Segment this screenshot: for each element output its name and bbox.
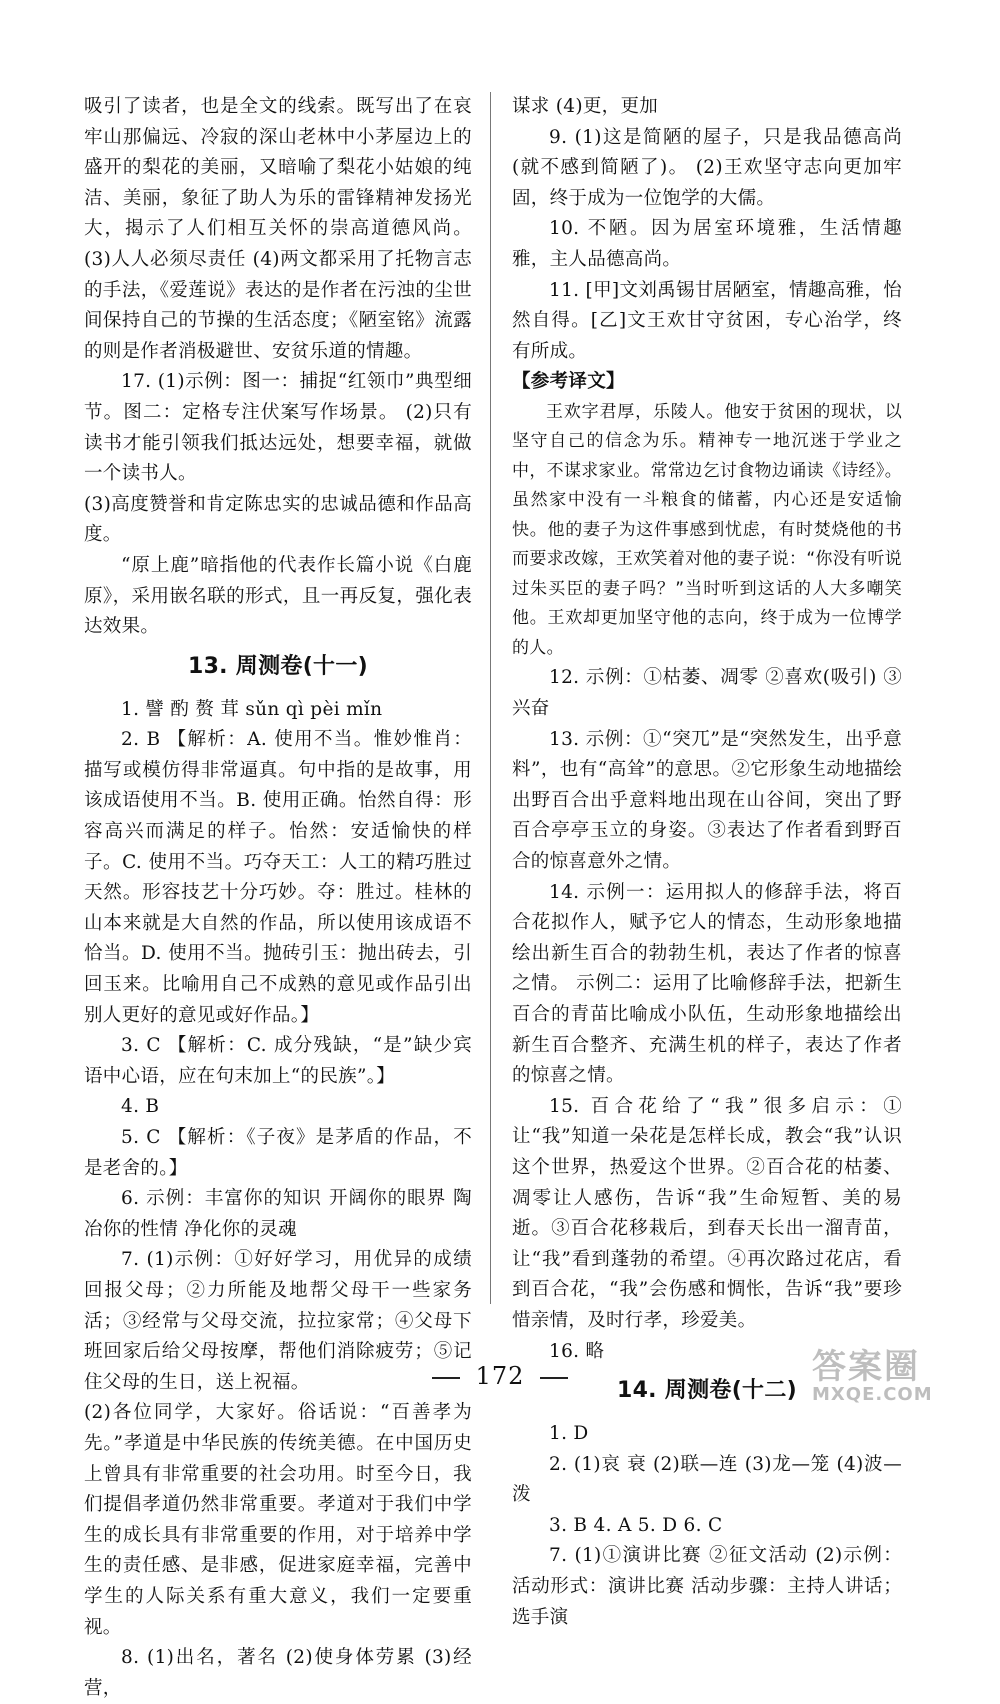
answer-paragraph: “原上鹿”暗指他的代表作长篇小说《白鹿原》，采用嵌名联的形式，且一再反复，强化表达效果。 <box>84 554 472 638</box>
answer-paragraph: (2)各位同学，大家好。俗话说：“百善孝为先。”孝道是中华民族的传统美德。在中国历史上曾具有非常重要的社会功用。时至今日，我们提倡孝道仍然非常重要。孝道对于我们中学生的成长具有非常重要的作用，对于培养中学生的责任感、是非感，促进家庭幸福，完善中学生的人际关系有重大意义，我们一定要重视。 <box>84 1402 472 1638</box>
answer-paragraph: 7. (1)①演讲比赛 ②征文活动 (2)示例：活动形式：演讲比赛 活动步骤：主持人讲话；选手演 <box>512 1545 902 1628</box>
footer-dash-left <box>432 1377 460 1379</box>
watermark-cn: 答案圈 <box>812 1347 920 1387</box>
answer-paragraph: 10. 不陋。因为居室环境雅，生活情趣雅，主人品德高尚。 <box>512 218 902 270</box>
translation-paragraph: 王欢字君厚，乐陵人。他安于贫困的现状，以坚守自己的信念为乐。精神专一地沉迷于学业之中，不谋求家业。常常边乞讨食物边诵读《诗经》。虽然家中没有一斗粮食的储蓄，内心还是安适愉快。他的妻子为这件事感到忧虑，有时焚烧他的书而要求改嫁，王欢笑着对他的妻子说：“你没有听说过朱买臣的妻子吗？”当时听到这话的人大多嘲笑他。王欢却更加坚守他的志向，终于成为一位博学的人。 <box>512 401 902 658</box>
watermark-en: MXQE.COM <box>812 1384 933 1405</box>
answer-paragraph: 6. 示例：丰富你的知识 开阔你的眼界 陶冶你的性情 净化你的灵魂 <box>84 1188 472 1240</box>
answer-paragraph: 谋求 (4)更，更加 <box>512 96 659 117</box>
answer-paragraph: 1. D <box>549 1423 589 1445</box>
answer-paragraph: 2. B 【解析：A. 使用不当。惟妙惟肖：描写或模仿得非常逼真。句中指的是故事，用该成语使用不当。B. 使用正确。怡然自得：形容高兴而满足的样子。怡然：安适愉快的样子。C. 使用不当。巧夺天工：人工的精巧胜过天然。形容技艺十分巧妙。夺：胜过。桂林的山本来就是大自然的作品，所以使用该成语不恰当。D. 使用不当。抛砖引玉：抛出砖去，引回玉来。比喻用自己不成熟的意见或作品引出别人更好的意见或好作品。】 <box>84 729 472 1026</box>
answer-paragraph: 2. (1)哀 衰 (2)联—连 (3)龙—笼 (4)波—泼 <box>512 1453 902 1506</box>
answer-paragraph: 7. (1)示例：①好好学习，用优异的成绩回报父母；②力所能及地帮父母干一些家务活；③经常与父母交流，拉拉家常；④父母下班回家后给父母按摩，帮他们消除疲劳；⑤记住父母的生日，送上祝福。 <box>84 1249 472 1393</box>
section-heading: 13. 周测卷(十一) <box>187 653 369 679</box>
column-divider <box>490 92 491 1304</box>
answer-paragraph: 9. (1)这是简陋的屋子，只是我品德高尚(就不感到简陋了)。 (2)王欢坚守志向更加牢固，终于成为一位饱学的大儒。 <box>512 126 902 209</box>
answer-paragraph: 3. C 【解析：C. 成分残缺，“是”缺少宾语中心语，应在句末加上“的民族”。】 <box>84 1035 472 1087</box>
page-number: 172 <box>475 1362 525 1390</box>
section-heading: 14. 周测卷(十二) <box>616 1378 798 1404</box>
answer-paragraph: 15. 百合花给了“我”很多启示：①让“我”知道一朵花是怎样长成，教会“我”认识这个世界，热爱这个世界。②百合花的枯萎、凋零让人感伤，告诉“我”生命短暂、美的易逝。③百合花移栽后，到春天长出一溜青苗，让“我”看到蓬勃的希望。④再次路过花店，看到百合花，“我”会伤感和惆怅，告诉“我”要珍惜亲情，及时行孝，珍爱美。 <box>512 1095 902 1331</box>
answer-paragraph: 3. B 4. A 5. D 6. C <box>549 1514 723 1536</box>
answer-paragraph: 吸引了读者，也是全文的线索。既写出了在哀牢山那偏远、冷寂的深山老林中小茅屋边上的盛开的梨花的美丽，又暗喻了梨花小姑娘的纯洁、美丽，象征了助人为乐的雷锋精神发扬光大，揭示了人们相互关怀的崇高道德风尚。 (3)人人必须尽责任 (4)两文都采用了托物言志的手法，《爱莲说》表达的是作者在污浊的尘世间保持自己的节操的生活态度；《陋室铭》流露的则是作者消极避世、安贫乐道的情趣。 <box>84 96 472 362</box>
watermark-logo <box>812 1339 982 1409</box>
reference-translation-label: 【参考译文】 <box>512 371 625 393</box>
answer-paragraph: 12. 示例：①枯萎、凋零 ②喜欢(吸引) ③兴奋 <box>512 667 902 720</box>
answer-paragraph: 11. [甲]文刘禹锡甘居陋室，情趣高雅，怡然自得。[乙]文王欢甘守贫困，专心治学，终有所成。 <box>512 279 902 362</box>
answer-paragraph: 17. (1)示例：图一：捕捉“红领巾”典型细节。图二：定格专注伏案写作场景。 (2)只有读书才能引领我们抵达远处，想要幸福，就做一个读书人。 <box>84 371 472 485</box>
answer-paragraph: 16. 略 <box>549 1340 605 1362</box>
answer-paragraph: 8. (1)出名，著名 (2)使身体劳累 (3)经营， <box>84 1647 472 1699</box>
answer-paragraph: (3)高度赞誉和肯定陈忠实的忠诚品德和作品高度。 <box>84 493 472 546</box>
left-column <box>84 92 472 1704</box>
answer-paragraph: 14. 示例一：运用拟人的修辞手法，将百合花拟作人，赋予它人的情态，生动形象地描绘出新生百合的勃勃生机，表达了作者的惊喜之情。 示例二：运用了比喻修辞手法，把新生百合的青苗比喻成小队伍，生动形象地描绘出新生百合整齐、充满生机的样子，表达了作者的惊喜之情。 <box>512 881 902 1087</box>
answer-paragraph: 5. C 【解析：《子夜》是茅盾的作品，不是老舍的。】 <box>84 1127 472 1179</box>
answer-paragraph: 1. 譬 酌 赘 茸 sǔn qì pèi mǐn <box>121 698 383 720</box>
answer-paragraph: 13. 示例：①“突兀”是“突然发生，出乎意料”，也有“高耸”的意思。②它形象生动地描绘出野百合出乎意料地出现在山谷间，突出了野百合亭亭玉立的身姿。③表达了作者看到野百合的惊喜意外之情。 <box>512 728 902 872</box>
footer-dash-right <box>540 1377 568 1379</box>
answer-paragraph: 4. B <box>121 1096 160 1118</box>
